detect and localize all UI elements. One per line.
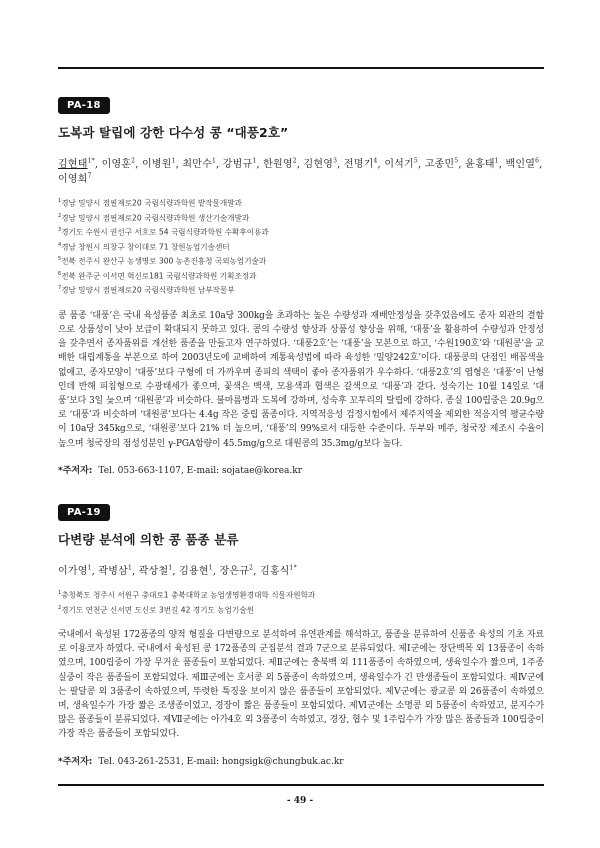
affiliation-number: 2 <box>58 212 62 219</box>
affiliation-number: 1 <box>58 198 62 204</box>
affiliation-item <box>58 253 544 268</box>
abstract-pa-18 <box>58 93 544 476</box>
affiliation-number: 3 <box>58 227 62 234</box>
author-name: 최만수 <box>182 159 212 170</box>
affiliation-text: 경남 창원시 의창구 창이대로 71 창원농업기술센터 <box>61 242 230 252</box>
author-name: 이석기 <box>384 159 414 170</box>
affiliation-text: 경남 밀양시 점필재로20 국립식량과학원 밭작물개발과 <box>61 198 242 208</box>
author-affiliation-mark: 1 <box>87 564 92 572</box>
affiliation-item <box>58 195 544 210</box>
author-affiliation-mark: 7 <box>87 172 92 180</box>
affiliation-text: 경남 밀양시 점필재로20 국립식량과학원 남부작물부 <box>61 285 235 295</box>
affiliation-text: 충청북도 청주시 서원구 충대로1 충북대학교 농업생명환경대학 식물자원학과 <box>61 590 316 600</box>
affiliation-number: 4 <box>58 241 62 248</box>
affiliation-text: 전북 전주시 완산구 농생명로 300 농촌진흥청 국외농업기술과 <box>61 256 267 266</box>
author-name: 이병원 <box>141 159 172 170</box>
affiliation-item <box>58 268 544 283</box>
affiliation-item <box>58 602 544 617</box>
author-affiliation-mark: 1 <box>494 157 499 165</box>
top-rule <box>58 67 544 69</box>
affiliation-text: 경남 밀양시 점필재로20 국립식량과학원 생산기술개발과 <box>61 213 250 223</box>
author-name: 강범규 <box>222 159 253 170</box>
author-affiliation-mark: 2 <box>131 157 136 165</box>
affiliation-item <box>58 210 544 225</box>
author-affiliation-mark: 6 <box>535 157 540 165</box>
affiliation-item <box>58 224 544 239</box>
author-name: 이영훈 <box>101 159 132 170</box>
author-affiliation-mark: 1* <box>289 564 297 572</box>
author-affiliation-mark: 3 <box>333 157 338 165</box>
author-affiliation-mark: 4 <box>373 157 378 165</box>
author-name: 백인열 <box>505 159 536 170</box>
author-name: 고종민 <box>424 159 455 170</box>
author-affiliation-mark: 2 <box>249 564 254 572</box>
author-name: 이영희 <box>58 174 88 185</box>
abstract-body: 콩 품종 ‘대풍’은 국내 육성품종 최초로 10a당 300kg을 초과하는 높은 수량성과 재배안정성을 갖추었음에도 종자 외관의 결함으로 상품성이 낮아 보급이 확대되지 못하고 있다. 콩의 수량성 향상과 상품성 향상을 위해, ‘대풍’을 활용하여 수량성과 안정성을 갖추면서 종자품위를 개선한 품종을 만들고자 연구하였다. ‘대풍2호’는 ‘대풍’을 모본으로 하고, ‘수원190호’와 ‘대원콩’을 교배한 대립계통을 부본으로 하여 2003년도에 교배하여 계통육성법에 따라 육성한 ‘밀양242호’이다. 대풍콩의 단점인 배꼽색을 없애고, 종자모양이 ‘대풍’보다 구형에 더 가까우며 종피의 색택이 좋아 종자품위가 우수하다. ‘대풍2호’의 엽형은 ‘대풍’이 난형인데 반해 피침형으로 수광태세가 좋으며, 꽃색은 백색, 모용색과 협색은 갈색으로 ‘대풍’과 같다. 성숙기는 10월 14일로 ‘대풍’보다 3일 늦으며 ‘대원콩’과 비슷하다. 불마름병과 도복에 강하며, 성숙후 꼬투리의 탈립에 강하다. 종실 100립중은 20.9g으로 ‘대풍’과 비슷하며 ‘대원콩’보다는 4.4g 작은 중립 품종이다. 지역적응성 검정시험에서 제주지역을 제외한 적응지역 평균수량이 10a당 345kg으로, ‘대원콩’보다 21% 더 높으며, ‘대풍’의 99%로서 대등한 수준이다. 두부와 메주, 청국장 제조시 수율이 높으며 청국장의 점성성분인 γ-PGA함량이 45.5mg/g으로 대원콩의 35.3mg/g보다 높다. <box>58 310 544 449</box>
page-number: - 49 - <box>286 796 314 806</box>
author-name: 김현영 <box>303 159 334 170</box>
author-affiliation-mark: 5 <box>454 157 459 165</box>
affiliation-list <box>58 587 544 616</box>
corresponding-author-label: *주저자: <box>58 465 93 476</box>
affiliation-number: 7 <box>58 285 62 292</box>
affiliation-text: 경기도 연천군 신서면 도신로 3번길 42 경기도 농업기술원 <box>61 605 254 615</box>
abstract-body: 국내에서 육성된 172품종의 양적 형질을 다변량으로 분석하여 유연관계를 해석하고, 품종을 분류하여 신품종 육성의 기초 자료로 이용코자 하였다. 국내에서 육성된 콩 172품종의 군집분석 결과 7군으로 분류되었다. 제Ⅰ군에는 장단백목 외 13품종이 속하였으며, 100립중이 가장 무거운 품종들이 포함되었다. 제Ⅱ군에는 충북백 외 111품종이 속하였으며, 생육일수가 짧으며, 1주종실중이 작은 품종들이 포함되었다. 제Ⅲ군에는 호서콩 외 5품종이 속하였으며, 생육일수가 긴 만생종들이 포함되었다. 제Ⅳ군에는 팔달콩 외 3품종이 속하였으며, 뚜렷한 특징을 보이지 않은 품종들이 포함되었다. 제Ⅴ군에는 광교콩 외 26품종이 속하였으며, 생육일수가 가장 짧은 조생종이었고, 경장이 짧은 품종들이 포함되었다. 제Ⅵ군에는 소명콩 외 5품종이 속하였고, 분지수가 많은 품종들이 분류되었다. 제Ⅶ군에는 아가4호 외 3품종이 속하였고, 경장, 협수 및 1주립수가 가장 많은 품종들과 100립중이 가장 작은 품종들이 포함되었다. <box>58 630 544 740</box>
affiliation-item <box>58 587 544 602</box>
affiliation-text: 전북 완주군 이서면 혁신로181 국립식량과학원 기획조정과 <box>61 271 257 281</box>
author-affiliation-mark: 1 <box>171 157 176 165</box>
author-affiliation-mark: 1 <box>252 157 257 165</box>
author-name: 곽병삼 <box>98 566 128 577</box>
affiliation-number: 1 <box>58 590 62 596</box>
bottom-rule <box>58 784 544 786</box>
abstract-title: 다변량 분석에 의한 콩 품종 분류 <box>58 532 239 547</box>
author-affiliation-mark: 1 <box>127 564 133 572</box>
author-name: 한원영 <box>263 159 293 170</box>
corresponding-author <box>58 463 544 476</box>
affiliation-number: 6 <box>58 270 62 277</box>
affiliation-list <box>58 195 544 297</box>
author-name: 김용현 <box>179 566 209 577</box>
abstract-id-badge: PA-19 <box>58 504 110 521</box>
corresponding-author-contact: Tel. 053-663-1107, E-mail: sojatae@korea.kr <box>98 465 302 476</box>
affiliation-text: 경기도 수원시 권선구 서호로 54 국립식량과학원 수확후이용과 <box>61 227 269 237</box>
author-name: 전명기 <box>343 159 374 170</box>
author-affiliation-mark: 1* <box>87 157 95 165</box>
corresponding-author <box>58 754 544 767</box>
author-affiliation-mark: 5 <box>413 157 418 165</box>
author-name: 김홍식 <box>259 566 290 577</box>
corresponding-author-label: *주저자: <box>58 756 93 767</box>
author-affiliation-mark: 2 <box>292 157 297 165</box>
affiliation-number: 2 <box>58 604 62 611</box>
author-affiliation-mark: 1 <box>211 157 216 165</box>
author-name: 윤홍태 <box>465 159 495 170</box>
affiliation-number: 5 <box>58 256 62 263</box>
author-name: 곽상철 <box>138 566 169 577</box>
author-list: 이가영$^1$, 곽병삼$^1$, 곽상철$^1$, 김용현$^1$, 장은규$^2$, 김홍식$^{1*}$ <box>58 564 297 577</box>
author-name: 장은규 <box>219 566 250 577</box>
affiliation-item <box>58 282 544 297</box>
author-list: 김현태$^{1*}$, 이영훈$^2$, 이병원$^1$, 최만수$^1$, 강범규$^1$, 한원영$^2$, 김현영$^3$, 전명기$^4$, 이석기$^5$, 고종민$^5$, 윤홍태$^1$, 백인열$^6$, 이영희$^7$ <box>58 157 543 185</box>
author-affiliation-mark: 1 <box>168 564 173 572</box>
abstract-title: 도복과 탈립에 강한 다수성 콩 “대풍2호” <box>58 125 289 140</box>
author-affiliation-mark: 1 <box>208 564 213 572</box>
affiliation-item <box>58 239 544 254</box>
abstract-id-badge: PA-18 <box>58 97 110 114</box>
author-name: 이가영 <box>58 566 88 577</box>
author-name: 김현태 <box>58 159 88 170</box>
corresponding-author-contact: Tel. 043-261-2531, E-mail: hongsigk@chungbuk.ac.kr <box>98 756 344 767</box>
abstract-pa-19 <box>58 500 544 767</box>
